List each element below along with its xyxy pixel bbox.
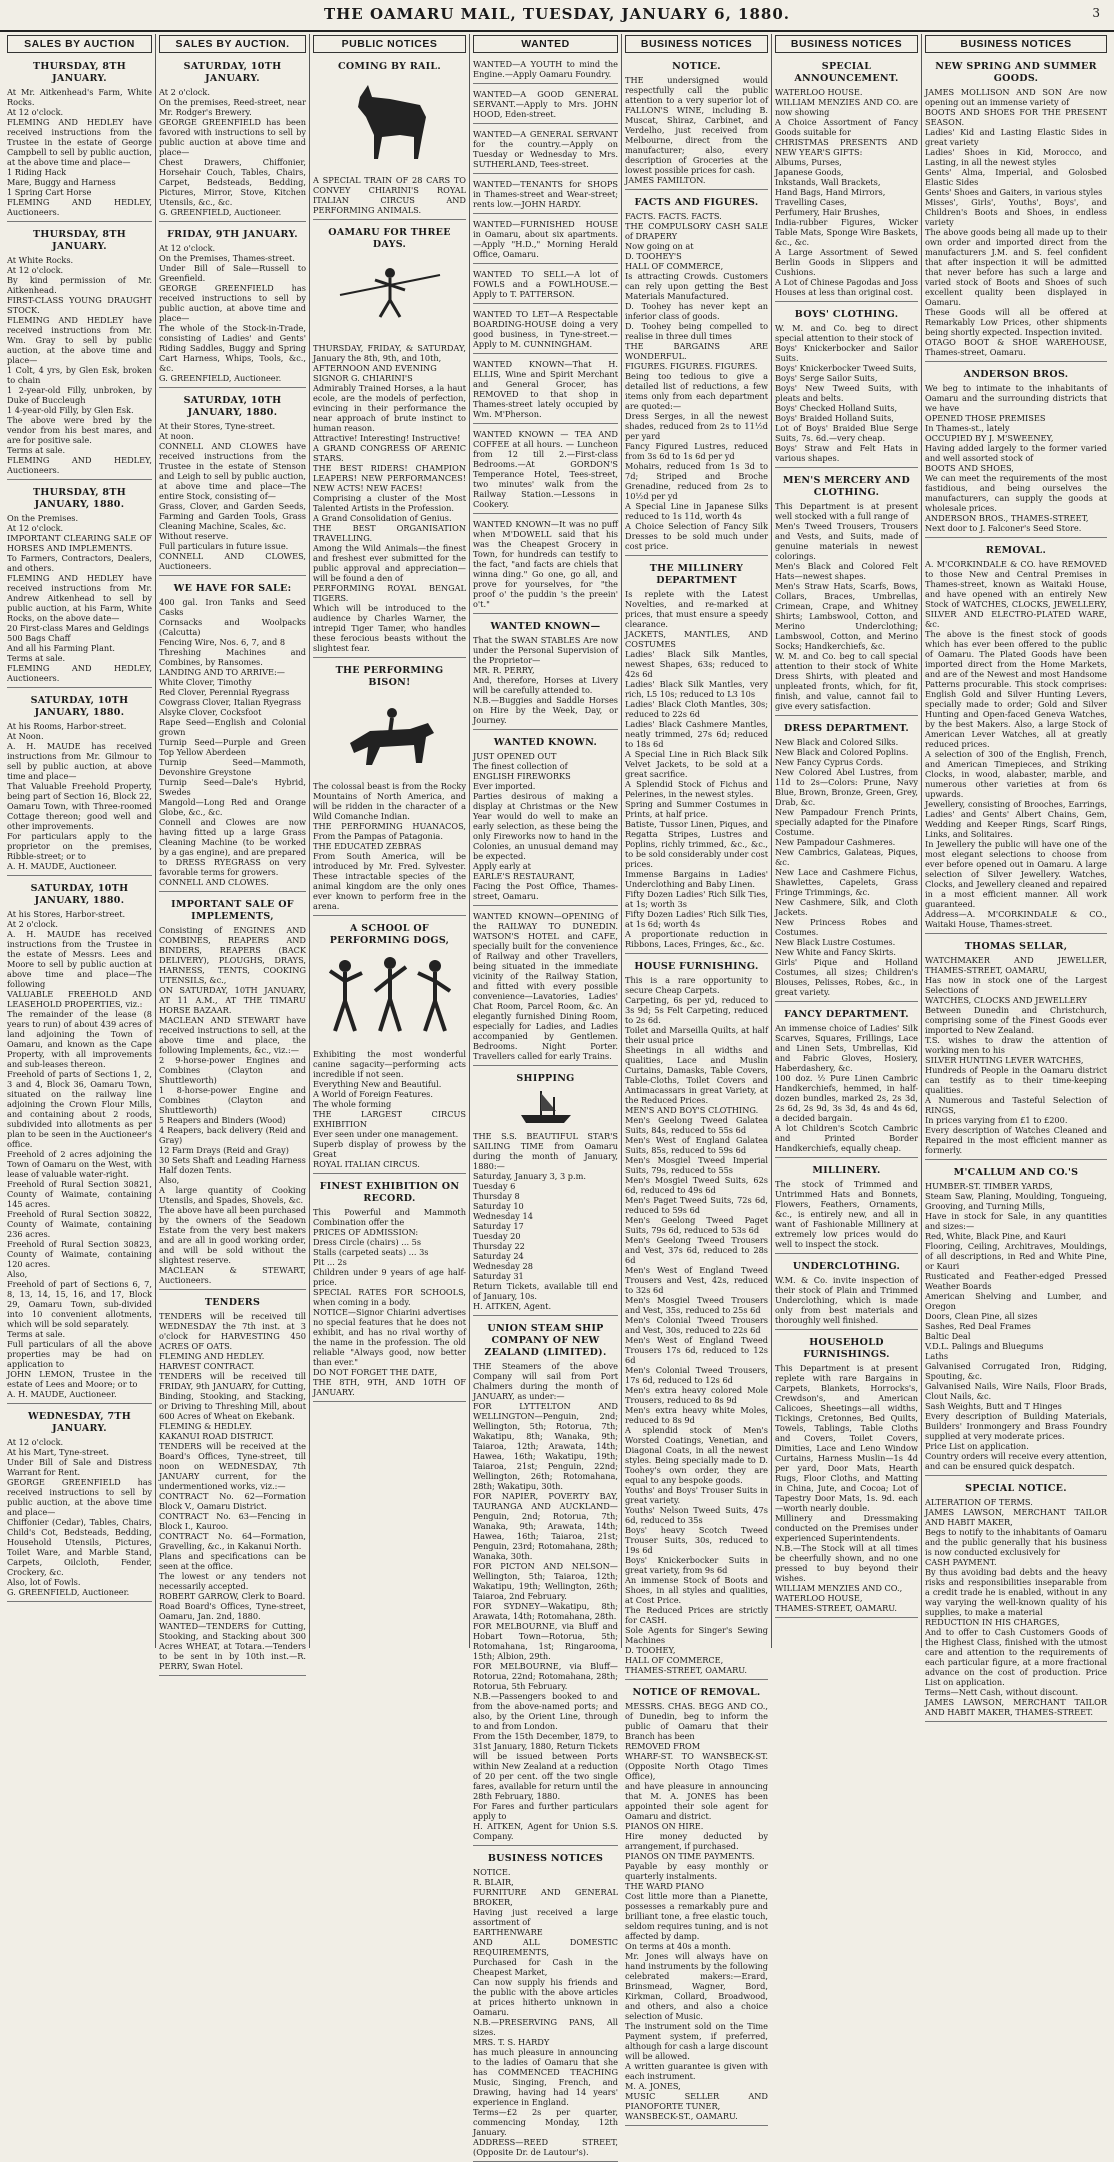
advertisement-heading: WANTED KNOWN— [490,621,601,632]
advertisement-text: This Department is at present replete with rare Bargains in Carpets, Blankets, Horrocks's, Crewdson's, and American Calicoes, Sheetings—all widths, Tickings, Cretonnes, Bed Quilts, Towels, Tablings, Table Cloths and Covers, Toilet Covers, Dimities, Lace and Leno Window Curtains, Harness Muslin—1s 4d per yard, Door Mats, Hearth Rugs, Floor Cloths, and Matting in China, Jute, and Cocoa; Lot of Tapestry Door Mats, 1s. 9d. each—worth nearly double. Millinery and Dressmaking conducted on the Premises under experienced Superintendents. N.B.—The Stock will at all times be cheerfully shown, and no one pressed to buy beyond their wishes. WILLIAM MENZIES AND CO., WATERLOO HOUSE, THAMES-STREET, OAMARU. [775,1363,918,1613]
advertisement [7,691,152,876]
advertisement [925,541,1107,934]
advertisement [473,307,618,354]
advertisement [159,895,306,1290]
advertisement-text: At their Stores, Tyne-street. At noon. CONNELL AND CLOWES have received instructions from the Trustee in the estate of Stenson and Leigh to sell by public auction, at above time and place—The entire Stock, consisting of— Grass, Clover, and Garden Seeds, Farming and Garden Tools, Grass Cleaning Machine, Scales, &c. Without reserve. Full particulars in future issue. CONNELL AND CLOWES, Auctioneers. [159,421,306,571]
advertisement [473,1319,618,1846]
column-heading: PUBLIC NOTICES [313,35,466,53]
advertisement [473,267,618,304]
advertisement-heading: M'CALLUM AND CO.'S [953,1167,1079,1178]
advertisement-heading: THE PERFORMING BISON! [335,665,444,688]
advertisement [473,87,618,124]
advertisement [473,517,618,614]
advertisement [159,57,306,222]
column-7 [922,34,1110,1717]
advertisement-heading: BUSINESS NOTICES [487,1853,604,1864]
advertisement [7,483,152,688]
advertisement-heading: UNION STEAM SHIP COMPANY OF NEW ZEALAND (LIMITED). [484,1323,607,1358]
advertisement-heading: MILLINERY. [812,1165,881,1176]
advertisement-heading: MEN'S MERCERY AND CLOTHING. [782,475,911,498]
column-heading: WANTED [473,35,618,53]
advertisement [775,1161,918,1254]
advertisement-text: WANTED TO LET—A Respectable BOARDING-HOUSE doing a very good business, in Tyne-street.—Apply to M. CUNNINGHAM. [473,309,618,349]
advertisement [625,193,768,556]
advertisement-heading: SPECIAL NOTICE. [965,1483,1067,1494]
column-2 [156,34,310,1671]
advertisement-text: WANTED KNOWN—OPENING of the RAILWAY TO DUNEDIN. WATSON'S HOTEL and CAFE, specially built for the convenience of Railway and other Travellers, being situated in the immediate vicinity of the Railway Station, and fitted with every possible convenience—Lavatories, Ladies' Chat Room, Parcel Room, &c. An elegantly furnished Dining Room, especially for Ladies, and Ladies accompanied by Gentlemen. Bedrooms. Night Porter. Travellers called for early Trains. [473,911,618,1061]
llama-illustration [313,77,466,171]
advertisement-heading: THURSDAY, 8TH JANUARY, 1880. [33,487,126,510]
advertisement [925,1479,1107,1722]
advertisement [473,427,618,514]
advertisement [7,57,152,222]
advertisement-heading: SATURDAY, 10TH JANUARY. [183,61,282,84]
advertisement [313,223,466,658]
advertisement-text: We beg to intimate to the inhabitants of Oamaru and the surrounding districts that we have OPENED THOSE PREMISES In Thames-st., lately OCCUPIED BY J. M'SWEENEY, Having added largely to the former varied and well assorted stock of BOOTS AND SHOES, We can meet the requirements of the most fastidious, and being ourselves the manufacturers, can supply the goods at wholesale prices. ANDERSON BROS., THAMES-STREET, Next door to J. Falconer's Seed Store. [925,383,1107,533]
column-4 [470,34,622,2157]
advertisement-text: JUST OPENED OUT The finest collection of ENGLISH FIREWORKS Ever imported. Parties desirous of making a display at Christmas or the New Year would do well to make an early selection, as these being the only Fireworks now to hand in the Colonies, an unusual demand may be expected. Apply early at EARLE'S RESTAURANT, Facing the Post Office, Thames-street, Oamaru. [473,751,618,901]
page-number: 3 [1092,6,1100,20]
advertisement-heading: FRIDAY, 9TH JANUARY. [167,229,298,240]
advertisement-text: THE undersigned would respectfully call the public attention to a very superior lot of FALLON'S WINE, including B. Muscat, Shiraz, Carbinet, and Verdelho, just received from Melbourne, direct from the manufacturer; also, every description of Groceries at the lowest possible prices for cash. JAMES FAMILTON. [625,75,768,185]
advertisement-heading: THURSDAY, 8TH JANUARY. [33,61,126,84]
advertisement-heading: NOTICE OF REMOVAL. [632,1687,761,1698]
advertisement-heading: THOMAS SELLAR, [964,941,1068,952]
advertisement-text: TENDERS will be received till WEDNESDAY the 7th inst. at 3 o'clock for HARVESTING 450 ACRES OF OATS. FLEMING AND HEDLEY. HARVEST CONTRACT. TENDERS will be received till FRIDAY, 9th JANUARY, for Cutting, Binding, Stooking, and Stacking, or Driving to Threshing Mill, about 600 Acres of Wheat on Ekebank. FLEMING & HEDLEY. KAKANUI ROAD DISTRICT. TENDERS will be received at the Board's Offices, Tyne-street, till noon on WEDNESDAY, 7th JANUARY current, for the undermentioned works, viz.:— CONTRACT No. 62—Formation Block V., Oamaru District. CONTRACT No. 63—Fencing in Block I., Kauroo. CONTRACT No. 64—Formation, Gravelling, &c., in Kakanui North. Plans and specifications can be seen at the office. The lowest or any tenders not necessarily accepted. ROBERT GARROW, Clerk to Board. Road Board's Offices, Tyne-street, Oamaru, Jan. 2nd, 1880. WANTED—TENDERS for Cutting, Stooking, and Stacking about 300 Acres WHEAT, at Totara.—Tenders to be sent in by 10th inst.—R. PERRY, Swan Hotel. [159,1311,306,1671]
advertisement-text: At 12 o'clock. On the Premises, Thames-street. Under Bill of Sale—Russell to Greenfield. GEORGE GREENFIELD has received instructions to sell by public auction, at above time and place— The whole of the Stock-in-Trade, consisting of Ladies' and Gents' Riding Saddles, Buggy and Spring Cart Harness, Whips, Tools, &c., &c. G. GREENFIELD, Auctioneer. [159,243,306,383]
advertisement-text: A SPECIAL TRAIN OF 28 CARS TO CONVEY CHIARINI'S ROYAL ITALIAN CIRCUS AND PERFORMING ANIMALS. [313,175,466,215]
advertisement [313,57,466,220]
advertisement [925,57,1107,362]
advertisement-text: WANTED TO SELL—A lot of FOWLS and a FOWLHOUSE.—Apply to T. PATTERSON. [473,269,618,299]
advertisement-heading: WE HAVE FOR SALE: [173,583,292,594]
advertisement-text: At 12 o'clock. At his Mart, Tyne-street. Under Bill of Sale and Distress Warrant for Rent. GEORGE GREENFIELD has received instructions to sell by public auction, at the above time and place— Chiffonier (Cedar), Tables, Chairs, Child's Cot, Bedsteads, Bedding, Household Utensils, Pictures, Toilet Ware, and Marble Stand, Carpets, Oilcloth, Fender, Crockery, &c. Also, lot of Fowls. G. GREENFIELD, Auctioneer. [7,1437,152,1597]
column-3 [310,34,470,1648]
column-heading: BUSINESS NOTICES [775,35,918,53]
column-5 [622,34,772,2121]
advertisement-text: ALTERATION OF TERMS. JAMES LAWSON, MERCHANT TAILOR AND HABIT MAKER, Begs to notify to the inhabitants of Oamaru and the public generally that his business is now conducted exclusively for CASH PAYMENT. By thus avoiding bad debts and the heavy risks and responsibilities inseparable from a credit trade he is enabled, without in any way varying the well-known quality of his supplies, to make a material REDUCTION IN HIS CHARGES, And to offer to Cash Customers Goods of the Highest Class, finished with the utmost care and attention to the requirements of each particular figure, at a more fractional advance on the cost of production. Price List on application. Terms—Nett Cash, without discount. JAMES LAWSON, MERCHANT TAILOR AND HABIT MAKER, THAMES-STREET. [925,1497,1107,1717]
advertisement [473,357,618,424]
advertisement-text: NOTICE. R. BLAIR, FURNITURE AND GENERAL BROKER, Having just received a large assortment of EARTHENWARE AND ALL DOMESTIC REQUIREMENTS, Purchased for Cash in the Cheapest Market, Can now supply his friends and the public with the above articles at prices hitherto unknown in Oamaru. N.B.—PRESERVING PANS, All sizes. MRS. T. S. HARDY has much pleasure in announcing to the ladies of Oamaru that she has COMMENCED TEACHING Music, Singing, French, and Drawing, having had 14 years' experience in England. Terms—£2 2s per quarter, commencing Monday, 12th January. ADDRESS—REED STREET, (Opposite Dr. de Lautour's). [473,1867,618,2157]
advertisement-heading: IMPORTANT SALE OF IMPLEMENTS, [171,899,294,922]
advertisement-text: FACTS. FACTS. FACTS. THE COMPULSORY CASH SALE of DRAPERY Now going on at D. TOOHEY'S HALL OF COMMERCE, Is attracting Crowds. Customers can rely upon getting the Best Materials Manufactured. D. Toohey has never kept an inferior class of goods. D. Toohey being compelled to realise in three dull times THE BARGAINS ARE WONDERFUL. FIGURES. FIGURES. FIGURES. Being too tedious to give a detailed list of reductions, a few items only from each department are quoted:— Dress Serges, in all the newest shades, reduced from 2s to 11½d per yard Fancy Figured Lustres, reduced from 3s 6d to 1s 6d per yd Mohairs, reduced from 1s 3d to 7d; Striped and Broche Grenadine, reduced from 2s to 10½d per yd A Special Line in Japanese Silks reduced to 1s 11d, worth 4s A Choice Selection of Fancy Silk Dresses to be sold much under cost price. [625,211,768,551]
advertisement-text: WANTED—TENANTS for SHOPS in Thames-street and Wear-street; rents low.—JOHN HARDY. [473,179,618,209]
advertisement [7,1407,152,1602]
advertisement-heading: THE MILLINERY DEPARTMENT [649,563,744,586]
advertisement-text: WANTED KNOWN—That H. ELLIS, Wine and Spirit Merchant and General Grocer, has REMOVED to that shop in Thames-street lately occupied by Wm. M'Pherson. [473,359,618,419]
advertisement-text: On the Premises. At 12 o'clock. IMPORTANT CLEARING SALE OF HORSES AND IMPLEMENTS. To Farmers, Contractors, Dealers, and others. FLEMING AND HEDLEY have received instructions from Mr. Andrew Aitkenhead to sell by public auction, at his Farm, White Rocks, on the above date— 20 First-class Mares and Geldings 500 Bags Chaff And all his Farming Plant. Terms at sale. FLEMING AND HEDLEY, Auctioneers. [7,513,152,683]
advertisement-text: HUMBER-ST. TIMBER YARDS, Steam Saw, Planing, Moulding, Tongueing, Grooving, and Turning Mills, Have in stock for Sale, in any quantities and sizes:— Red, White, Black Pine, and Kauri Flooring, Ceiling, Architraves, Mouldings, of all descriptions, in Red and White Pine, or Kauri Rusticated and Feather-edged Pressed Weather Boards American Shelving and Lumber, and Oregon Doors, Clean Pine, all sizes Sashes, Red Deal Frames Baltic Deal V.D.L. Palings and Bluegums Laths Galvanised Corrugated Iron, Ridging, Spouting, &c. Galvanised Nails, Wire Nails, Floor Brads, Clout Nails, &c. Sash Weights, Butt and T Hinges Every description of Building Materials, Builders' Ironmongery and Brass Foundry supplied at very moderate prices. Price List on application. Country orders will receive every attention, and can be ensured quick despatch. [925,1181,1107,1471]
advertisement [775,57,918,302]
advertisement-text: WANTED—A GOOD GENERAL SERVANT.—Apply to Mrs. JOHN HOOD, Eden-street. [473,89,618,119]
advertisement-text: At Mr. Aitkenhead's Farm, White Rocks. At 12 o'clock. FLEMING AND HEDLEY have received instructions from the Trustee in the estate of George Campbell to sell by public auction, at the above time and place— 1 Riding Hack Mare, Buggy and Harness 1 Spring Cart Horse FLEMING AND HEDLEY, Auctioneers. [7,87,152,217]
advertisement [7,225,152,480]
advertisement-heading: HOUSE FURNISHING. [634,961,759,972]
advertisement-text: JAMES MOLLISON AND SON Are now opening out an immense variety of BOOTS AND SHOES FOR THE PRESENT SEASON. Ladies' Kid and Lasting Elastic Sides in great variety Ladies' Shoes in Kid, Morocco, and Lasting, in all the newest styles Gents' Alma, Imperial, and Golosbed Elastic Sides Gents' Shoes and Gaiters, in various styles Misses', Girls', Youths', Boys', and Children's Boots and Shoes, in endless variety The above goods being all made up to their own order and imported direct from the manufacturers J.M. and S. feel confident that after inspection it will be admitted that never before has such a large and varied stock of Boots and Shoes of such excellent quality been displayed in Oamaru. These Goods will all be offered at Remarkably Low Prices, other shipments being shortly expected. Inspection invited. OTAGO BOOT & SHOE WAREHOUSE, Thames-street, Oamaru. [925,87,1107,357]
advertisement [313,661,466,916]
column-6 [772,34,922,1648]
advertisement-text: At his Stores, Harbor-street. At 2 o'clock. A. H. MAUDE has received instructions from the Trustee in the estate of Messrs. Lees and Moore to sell by public auction at above time and place—The following VALUABLE FREEHOLD AND LEASEHOLD PROPERTIES, viz.: The remainder of the lease (8 years to run) of about 439 acres of land adjoining the Town of Oamaru, and known as the Cape Property, with all improvements and sub-leases thereon. Freehold of parts of Sections 1, 2, 3 and 4, Block 36, Oamaru Town, situated on the railway line adjoining the Crown Flour Mills, and containing about 2 roods, subdivided into allotments as per plan to be seen in the Auctioneer's office. Freehold of 2 acres adjoining the Town of Oamaru on the West, with lease of valuable water-right. Freehold of Rural Section 30821, County of Waimate, containing 145 acres. Freehold of Rural Section 30822, County of Waimate, containing 236 acres. Freehold of Rural Section 30823, County of Waimate, containing 120 acres. Also, Freehold of part of Sections 6, 7, 8, 13, 14, 15, 16, and 17, Block 29, Oamaru Town, sub-divided into 10 convenient allotments, which will be sold separately. Terms at sale. Full particulars of all the above properties may be had on application to JOHN LEMON, Trustee in the estate of Lees and Moore; or to A. H. MAUDE, Auctioneer. [7,909,152,1399]
advertisement [473,177,618,214]
advertisement [473,909,618,1066]
advertisement-heading: HOUSEHOLD FURNISHINGS. [803,1337,890,1360]
advertisement [473,1069,618,1316]
advertisement-text: Consisting of ENGINES AND COMBINES, REAPERS AND BINDERS, REAPERS (BACK DELIVERY), PLOUGHS, DRAYS, HARNESS, TENTS, COOKING UTENSILS, &c., ON SATURDAY, 10TH JANUARY, AT 11 A.M., AT THE TIMARU HORSE BAZAAR. MACLEAN AND STEWART have received instructions to sell, at the above time and place, the following Implements, &c., viz.:— 2 9-horse-power Engines and Combines (Clayton and Shuttleworth) 1 8-horse-power Engine and Combines (Clayton and Shuttleworth) 5 Reapers and Binders (Wood) 4 Reapers, back delivery (Reid and Gray) 12 Farm Drays (Reid and Gray) 30 Sets Shaft and Leading Harness Half dozen Tents. Also, A large quantity of Cooking Utensils, and Spades, Shovels, &c. The above have all been purchased by the owners of the Seadown Estate from the very best makers and are all in good working order, and will be sold without the slightest reserve. MACLEAN & STEWART, Auctioneers. [159,925,306,1285]
advertisement [7,879,152,1404]
advertisement [159,225,306,388]
advertisement-text: WATCHMAKER AND JEWELLER, THAMES-STREET, OAMARU, Has now in stock one of the Largest Selections of WATCHES, CLOCKS AND JEWELLERY Between Dunedin and Christchurch, comprising some of the Finest Goods ever imported to New Zealand. T.S. wishes to draw the attention of working men to his SILVER HUNTING LEVER WATCHES, Hundreds of People in the Oamaru district can testify as to their time-keeping qualities. A Numerous and Tasteful Selection of RINGS, In prices varying from £1 to £200. Every description of Watches Cleaned and Repaired in the most efficient manner as formerly. [925,955,1107,1155]
advertisement [473,217,618,264]
advertisement-text: An immense choice of Ladies' Silk Scarves, Squares, Frillings, Lace and Linen Sets, Umbrellas, Kid and Fabric Gloves, Hosiery, Haberdashery, &c. 100 doz. ½ Pure Linen Cambric Handkerchiefs, hemmed, in half-dozen bundles, marked 2s, 2s 3d, 2s 6d, 2s 9d, 3s 3d, 4s and 4s 6d, a decided bargain. A lot Children's Scotch Cambric and Printed Border Handkerchiefs, equally cheap. [775,1023,918,1153]
advertisement-heading: OAMARU FOR THREE DAYS. [328,227,451,250]
advertisement [775,1005,918,1158]
advertisement-text: Exhibiting the most wonderful canine sagacity—performing acts incredible if not seen. Everything New and Beautiful. A World of Foreign Features. The whole forming THE LARGEST CIRCUS EXHIBITION Ever seen under one management. Superb display of prowess by the Great ROYAL ITALIAN CIRCUS. [313,1049,466,1169]
advertisement-heading: REMOVAL. [985,545,1047,556]
ship-illustration [473,1087,618,1131]
advertisement-text: THE Steamers of the above Company will sail from Port Chalmers during the month of JANUARY, as under:— FOR LYTTELTON AND WELLINGTON—Penguin, 2nd; Wellington, 5th; Rotorua, 7th; Wakatipu, 8th; Wanaka, 9th; Taiaroa, 12th; Arawata, 14th; Hawea, 16th; Wakatipu, 19th; Taiaroa, 21st; Penguin, 22nd; Wellington, 26th; Rotomahana, 28th; Wakatipu, 30th. FOR NAPIER, POVERTY BAY, TAURANGA AND AUCKLAND—Penguin, 2nd; Rotorua, 7th; Wanaka, 9th; Arawata, 14th; Hawea, 16th; Taiaroa, 21st; Penguin, 23rd; Rotomahana, 28th; Wanaka, 30th. FOR PICTON AND NELSON—Wellington, 5th; Taiaroa, 12th; Wakatipu, 19th; Wellington, 26th; Taiaroa, 2nd February. FOR SYDNEY—Wakatipu, 8th; Arawata, 14th; Rotomahana, 28th. FOR MELBOURNE, via Bluff and Hobart Town—Rotorua, 5th; Rotomahana, 1st; Ringarooma, 15th; Albion, 29th. FOR MELBOURNE, via Bluff—Rotorua, 22nd; Rotomahana, 28th; Rotorua, 5th February. N.B.—Passengers booked to and from the above-named ports; and also, by the Orient Line, through to and from London. From the 15th December, 1879, to 31st January, 1880, Return Tickets will be issued between Ports within New Zealand at a reduction of 20 per cent. off the two single fares, available for return until the 28th February, 1880. For Fares and further particulars apply to H. AITKEN, Agent for Union S.S. Company. [473,1361,618,1841]
advertisement-heading: FINEST EXHIBITION ON RECORD. [319,1181,460,1204]
advertisement-text: MESSRS. CHAS. BEGG AND CO., of Dunedin, beg to inform the public of Oamaru that their Branch has been REMOVED FROM WHARF-ST. TO WANSBECK-ST. (Opposite North Otago Times Office), and have pleasure in announcing that M. A. JONES has been appointed their sole agent for Oamaru and district. PIANOS ON HIRE. Hire money deducted by arrangement, if purchased. PIANOS ON TIME PAYMENTS. Payable by easy monthly or quarterly instalments. THE WARD PIANO Cost little more than a Pianette, possesses a remarkably pure and brilliant tone, a free elastic touch, seldom requires tuning, and is not affected by damp. On terms at 40s a month. Mr. Jones will always have on hand instruments by the following celebrated makers:—Erard, Brinsmead, Wagner, Bord, Kirkman, Collard, Broadwood, and others, and also a choice selection of Music. The instrument sold on the Time Payment system, if preferred, although for cash a large discount will be allowed. A written guarantee is given with each instrument. M. A. JONES, MUSIC SELLER AND PIANOFORTE TUNER, WANSBECK-ST., OAMARU. [625,1701,768,2121]
advertisement-text: This Powerful and Mammoth Combination offer the PRICES OF ADMISSION: Dress Circle (chairs) ... 5s Stalls (carpeted seats) ... 3s Pit ... 2s Children under 9 years of age half-price. SPECIAL RATES FOR SCHOOLS, when coming in a body. NOTICE—Signor Chiarini advertises no special features that he does not exhibit, and has no rival worthy of the name in the profession. The old reliable "Always good, now better than ever." DO NOT FORGET THE DATE, THE 8TH, 9TH, AND 10TH OF JANUARY. [313,1207,466,1397]
column-heading: BUSINESS NOTICES [625,35,768,53]
advertisement-text: WANTED—A GENERAL SERVANT for the country.—Apply on Tuesday or Wednesday to Mrs. SUTHERLAND, Tees-street. [473,129,618,169]
advertisement-heading: TENDERS [204,1297,261,1308]
advertisement [313,1177,466,1402]
advertisement [473,733,618,906]
advertisement-text: WANTED—A YOUTH to mind the Engine.—Apply Oamaru Foundry. [473,59,618,79]
advertisement [473,127,618,174]
advertisement [625,957,768,1680]
advertisement-heading: FACTS AND FIGURES. [634,197,759,208]
advertisement [473,1849,618,2162]
advertisement [625,1683,768,2126]
advertisement [775,1257,918,1330]
advertisement [925,1163,1107,1476]
advertisement-text: This is a rare opportunity to secure Cheap Carpets. Carpeting, 6s per yd, reduced to 3s 9d; 5s Felt Carpeting, reduced to 2s 6d. Toilet and Marseilla Quilts, at half their usual price Sheetings in all widths and qualities, Lace and Muslin Curtains, Damasks, Table Covers, Table-Cloths, Toilet Covers and Antimacassars in great Variety, at the Reduced Prices. MEN'S AND BOY'S CLOTHING. Men's Geelong Tweed Galatea Suits, 84s, reduced to 55s 6d Men's West of England Galatea Suits, 85s, reduced to 59s 6d Men's Mosgiel Tweed Imperial Suits, 79s, reduced to 55s Men's Mosgiel Tweed Suits, 62s 6d, reduced to 49s 6d Men's Paget Tweed Suits, 72s 6d, reduced to 59s 6d Men's Geelong Tweed Paget Suits, 79s 6d, reduced to 53s 6d Men's Geelong Tweed Trousers and Vest, 37s 6d, reduced to 28s 6d Men's West of England Tweed Trousers and Vest, 42s, reduced to 32s 6d Men's Mosgiel Tweed Trousers and Vest, 35s, reduced to 25s 6d Men's Colonial Tweed Trousers and Vest, 30s, reduced to 22s 6d Men's West of England Tweed Trousers 17s 6d, reduced to 12s 6d Men's Colonial Tweed Trousers, 17s 6d, reduced to 12s 6d Men's extra heavy colored Mole Trousers, reduced to 8s 9d Men's extra heavy white Moles, reduced to 8s 9d A splendid stock of Men's Worsted Coatings, Venetian, and Diagonal Coats, in all the newest styles. Being specially made to D. Toohey's own order, they are equal to any bespoke goods. Youths' and Boys' Trouser Suits in great variety. Youths' Nelson Tweed Suits, 47s 6d, reduced to 35s Boys' heavy Scotch Tweed Trouser Suits, 30s, reduced to 19s 6d Boys' Knickerbocker Suits in great variety, from 9s 6d An immense Stock of Boots and Shoes, in all styles and qualities, at Cost Price. The Reduced Prices are strictly for CASH. Sole Agents for Singer's Sewing Machines D. TOOHEY, HALL OF COMMERCE, THAMES-STREET, OAMARU. [625,975,768,1675]
advertisement-text: WANTED KNOWN — TEA AND COFFEE at all hours. — Luncheon from 12 till 2.—First-class Bedrooms.—At GORDON'S Temperance Hotel, Tees-street, two minutes' walk from the Railway Station.—Lessons in Cookery. [473,429,618,509]
advertisement [625,57,768,190]
advertisement [159,1293,306,1676]
advertisement-heading: ANDERSON BROS. [963,369,1069,380]
rider-illustration [313,693,466,777]
advertisement [775,471,918,716]
advertisement-text: THE S.S. BEAUTIFUL STAR'S SAILING TIME from Oamaru during the month of January, 1880:— Saturday, January 3, 3 p.m. Tuesday 6 Thursday 8 Saturday 10 Wednesday 14 Saturday 17 Tuesday 20 Thursday 22 Saturday 24 Wednesday 28 Saturday 31 Return Tickets, available till end of January, 10s. H. AITKEN, Agent. [473,1131,618,1311]
advertisement [473,617,618,730]
masthead [0,0,1114,32]
advertisement [473,57,618,84]
advertisement-text: The stock of Trimmed and Untrimmed Hats and Bonnets, Flowers, Feathers, Ornaments, &c., is entirely new, and all in want of Fashionable Millinery at extremely low prices would do well to inspect the stock. [775,1179,918,1249]
column-heading: SALES BY AUCTION. [159,35,306,53]
advertisement-text: WANTED KNOWN—It was no puff when M'DOWELL said that his was the Cheapest Grocery in Town, for hundreds can testify to the fact, "and facts are chiels that winna ding." Go one, go all, and prove for yourselves, for "the proof o' the puddin 's the preein' o't." [473,519,618,609]
advertisement-text: At 2 o'clock. On the premises, Reed-street, near Mr. Rodger's Brewery. GEORGE GREENFIELD has been favored with instructions to sell by public auction at above time and place— Chest Drawers, Chiffonier, Horsehair Couch, Tables, Chairs, Carpet, Bedsteads, Bedding, Pictures, Mirror, Stove, Kitchen Utensils, &c., &c. G. GREENFIELD, Auctioneer. [159,87,306,217]
advertisement [313,919,466,1174]
advertisement [159,579,306,892]
advertisement-text: At his Rooms, Harbor-street. At Noon. A. H. MAUDE has received instructions from Mr. Gilmour to sell by public auction, at above time and place— That Valuable Freehold Property, being part of Section 16, Block 22, Oamaru Town, with Three-roomed Cottage thereon; good well and other improvements. For particulars apply to the proprietor on the premises, Ribble-street; or to A. H. MAUDE, Auctioneer. [7,721,152,871]
advertisement-heading: SATURDAY, 10TH JANUARY, 1880. [30,883,129,906]
advertisement-text: Is replete with the Latest Novelties, and re-marked at prices, that must ensure a speedy clearance. JACKETS, MANTLES, AND COSTUMES Ladies' Black Silk Mantles, newest Shapes, 63s; reduced to 42s 6d Ladies' Black Silk Mantles, very rich, L5 10s; reduced to L3 10s Ladies' Black Cloth Mantles, 30s; reduced to 22s 6d Ladies' Black Cashmere Mantles, neatly trimmed, 27s 6d; reduced to 18s 6d A Special Line in Rich Black Silk Velvet Jackets, to be sold at a great sacrifice. A Splendid Stock of Fichus and Pelerines, in the newest styles. Spring and Summer Costumes in Prints, at half price. Batiste, Tussor Linen, Piques, and Regatta Stripes, Lustres and Poplins, richly trimmed, &c., &c., to be sold considerably under cost prices. Immense Bargains in Ladies' Underclothing and Baby Linen. Fifty Dozen Ladies' Rich Silk Ties, at 1s; worth 3s Fifty Dozen Ladies' Rich Silk Ties, at 1s 6d; worth 4s A proportionate reduction in Ribbons, Laces, Fringes, &c., &c. [625,589,768,949]
advertisement [775,1333,918,1618]
dancers-illustration [313,951,466,1045]
advertisement-heading: SATURDAY, 10TH JANUARY, 1880. [183,395,282,418]
advertisement-heading: SPECIAL ANNOUNCEMENT. [794,61,899,84]
advertisement [925,937,1107,1160]
acrobat-illustration [313,255,466,339]
advertisement-text: At White Rocks. At 12 o'clock. By kind permission of Mr. Aitkenhead. FIRST-CLASS YOUNG DRAUGHT STOCK. FLEMING AND HEDLEY have received instructions from Mr. Wm. Gray to sell by public auction, at the above time and place— 1 Colt, 4 yrs, by Glen Esk, broken to chain 1 2-year-old Filly, unbroken, by Duke of Buccleugh 1 4-year-old Filly, by Glen Esk. The above were bred by the vendor from his best mares, and are for positive sale. Terms at sale. FLEMING AND HEDLEY, Auctioneers. [7,255,152,475]
advertisement-heading: DRESS DEPARTMENT. [784,723,909,734]
column-heading: BUSINESS NOTICES [925,35,1107,53]
advertisement-heading: WEDNESDAY, 7TH JANUARY. [27,1411,132,1434]
advertisement-text: New Black and Colored Silks. New Black and Colored Poplins. New Fancy Cyprus Cords. New Colored Abel Lustres, from 11d to 2s—Colors: Prune, Navy Blue, Brown, Bronze, Green, Grey, Drab, &c. New Pampadour French Prints, specially adapted for the Pinafore Costume. New Pampadour Cashmeres. New Cambrics, Galateas, Piques, &c. New Lace and Cashmere Fichus, Shawlettes, Capelets, Grass Fringe Trimmings, &c. New Cashmere, Silk, and Cloth Jackets. New Princess Robes and Costumes. New Black Lustre Costumes. New White and Fancy Skirts. Girls' Pique and Holland Costumes, all sizes; Children's Blouses, Pelisses, Robes, &c., in great variety. [775,737,918,997]
advertisement-text: THURSDAY, FRIDAY, & SATURDAY, January the 8th, 9th, and 10th, AFTERNOON AND EVENING SIGNOR G. CHIARINI'S Admirably Trained Horses, a la haut ecole, are the models of perfection, evincing in their performance the near approach of brute instinct to human reason. Attractive! Interesting! Instructive! A GRAND CONGRESS OF ARENIC STARS. THE BEST RIDERS! CHAMPION LEAPERS! NEW PERFORMANCES! NEW ACTS! NEW FACES! Comprising a cluster of the Most Talented Artists in the Profession. A Grand Consolidation of Genius. THE BEST ORGANISATION TRAVELLING. Among the Wild Animals—the finest and freshest ever submitted for the public approval and appreciation—will be found a den of PERFORMING ROYAL BENGAL TIGERS. Which will be introduced to the audience by Charles Warner, the intrepid Tiger Tamer, who handles these ferocious beasts without the slightest fear. [313,343,466,653]
advertisement-text: The colossal beast is from the Rocky Mountains of North America, and will be ridden in the character of a Wild Comanche Indian. THE PERFORMING HUANACOS, From the Pampas of Patagonia. THE EDUCATED ZEBRAS From South America, will be introduced by Mr. Fred. Sylvester. These intractable species of the animal kingdom are the only ones ever known to perform free in the arena. [313,781,466,911]
advertisement-heading: SATURDAY, 10TH JANUARY, 1880. [30,695,129,718]
advertisement-text: That the SWAN STABLES Are now under the Personal Supervision of the Proprietor— MR. R. PERRY, And, therefore, Horses at Livery will be carefully attended to. N.B.—Buggies and Saddle Horses on Hire by the Week, Day, or Journey. [473,635,618,725]
advertisement-heading: NOTICE. [672,61,721,72]
advertisement [775,305,918,468]
advertisement-heading: COMING BY RAIL. [337,61,442,72]
advertisement-text: WANTED—FURNISHED HOUSE in Oamaru, about six apartments.—Apply "H.D.," Morning Herald Office, Oamaru. [473,219,618,259]
advertisement-text: W.M. & Co. invite inspection of their stock of Plain and Trimmed Underclothing, which is made only from best materials and thoroughly well finished. [775,1275,918,1325]
advertisement [625,559,768,954]
advertisement-text: This Department is at present well stocked with a full range of Men's Tweed Trousers, Trousers and Vests, and Suits, made of genuine materials in newest colorings. Men's Black and Colored Felt Hats—newest shapes. Men's Straw Hats, Scarfs, Bows, Collars, Braces, Umbrellas, Crimean, Crape, and Whitney Shirts; Lambswool, Cotton, and Merino Underclothing; Lambswool, Cotton, and Merino Socks; Handkerchiefs, &c. W. M. and Co. beg to call special attention to their stock of White Dress Shirts, with pleated and unpleated fronts, which, for fit, finish, and value, cannot fail to give every satisfaction. [775,501,918,711]
advertisement-heading: THURSDAY, 8TH JANUARY. [33,229,126,252]
advertisement-heading: NEW SPRING AND SUMMER GOODS. [935,61,1097,84]
advertisement-heading: A SCHOOL OF PERFORMING DOGS, [329,923,450,946]
column-1 [4,34,156,1648]
column-heading: SALES BY AUCTION [7,35,152,53]
advertisement [925,365,1107,538]
advertisement-heading: WANTED KNOWN. [493,737,598,748]
advertisement-text: W. M. and Co. beg to direct special attention to their stock of Boys' Knickerbocker and Sailor Suits. Boys' Knickerbocker Tweed Suits, Boys' Serge Sailor Suits, Boys' New Tweed Suits, with pleats and belts. Boys' Checked Holland Suits, Boys' Braided Holland Suits, Lot of Boys' Braided Blue Serge Suits, 7s. 6d.—very cheap. Boys' Straw and Felt Hats in various shapes. [775,323,918,463]
columns-container [4,34,1110,2157]
advertisement-heading: BOYS' CLOTHING. [794,309,899,320]
newspaper-title: THE OAMARU MAIL, TUESDAY, JANUARY 6, 1880. [323,5,791,23]
advertisement [159,391,306,576]
advertisement-heading: FANCY DEPARTMENT. [784,1009,909,1020]
advertisement-text: A. M'CORKINDALE & CO. have REMOVED to those New and Central Premises in Thames-street, known as Waitaki House, and have opened with an entirely New Stock of WATCHES, CLOCKS, JEWELLERY, SILVER AND ELECTRO-PLATED WARE, &c. The above is the finest stock of goods which has ever been offered to the public of Oamaru. The Plated Goods have been imported direct from the Home Markets, and are of the Newest and most Handsome Patterns procurable. This stock comprises: English Gold and Silver Hunting Levers, specially made to order; Gold and Silver Hunting and Open-faced Geneva Watches, by the best Makers. Also, a large Stock of American Lever Watches, all at greatly reduced prices. A selection of 300 of the English, French, and American Timepieces, and Striking Clocks, in wood, alabaster, marble, and numerous other varieties at from 6s upwards. Jewellery, consisting of Brooches, Earrings, Ladies' and Gents' Albert Chains, Gem, Wedding and Keeper Rings, Scarf Rings, Links, and Solitaires. In Jewellery the public will have one of the most elegant selections to choose from ever before opened out in Oamaru. A large selection of Silver Jewellery. Watches, Clocks, and Jewellery cleaned and repaired in a most efficient manner. All work guaranteed. Address—A. M'CORKINDALE & CO., Waitaki House, Thames-street. [925,559,1107,929]
advertisement-heading: SHIPPING [516,1073,575,1084]
advertisement [775,719,918,1002]
advertisement-heading: UNDERCLOTHING. [792,1261,901,1272]
advertisement-text: WATERLOO HOUSE. WILLIAM MENZIES AND CO. are now showing A Choice Assortment of Fancy Goods suitable for CHRISTMAS PRESENTS AND NEW YEAR'S GIFTS: Albums, Purses, Japanese Goods, Inkstands, Wall Brackets, Hand Bags, Hand Mirrors, Travelling Cases, Perfumery, Hair Brushes, India-rubber Figures, Wicker Table Mats, Sponge Wire Baskets, &c., &c. A Large Assortment of Sewed Berlin Goods in Slippers and Cushions. A Lot of Chinese Pagodas and Joss Houses at less than original cost. [775,87,918,297]
advertisement-text: 400 gal. Iron Tanks and Seed Casks Cornsacks and Woolpacks (Calcutta) Fencing Wire, Nos. 6, 7, and 8 Threshing Machines and Combines, by Ransomes. LANDING AND TO ARRIVE:— White Clover, Timothy Red Clover, Perennial Ryegrass Cowgrass Clover, Italian Ryegrass Alsyke Clover, Cocksfoot Rape Seed—English and Colonial grown Turnip Seed—Purple and Green Top Yellow Aberdeen Turnip Seed—Mammoth, Devonshire Greystone Turnip Seed—Dale's Hybrid, Swedes Mangold—Long Red and Orange Globe, &c., &c. Connell and Clowes are now having fitted up a large Grass Cleaning Machine (to be worked by a gas engine), and are prepared to DRESS RYEGRASS on very favorable terms for growers. CONNELL AND CLOWES. [159,597,306,887]
